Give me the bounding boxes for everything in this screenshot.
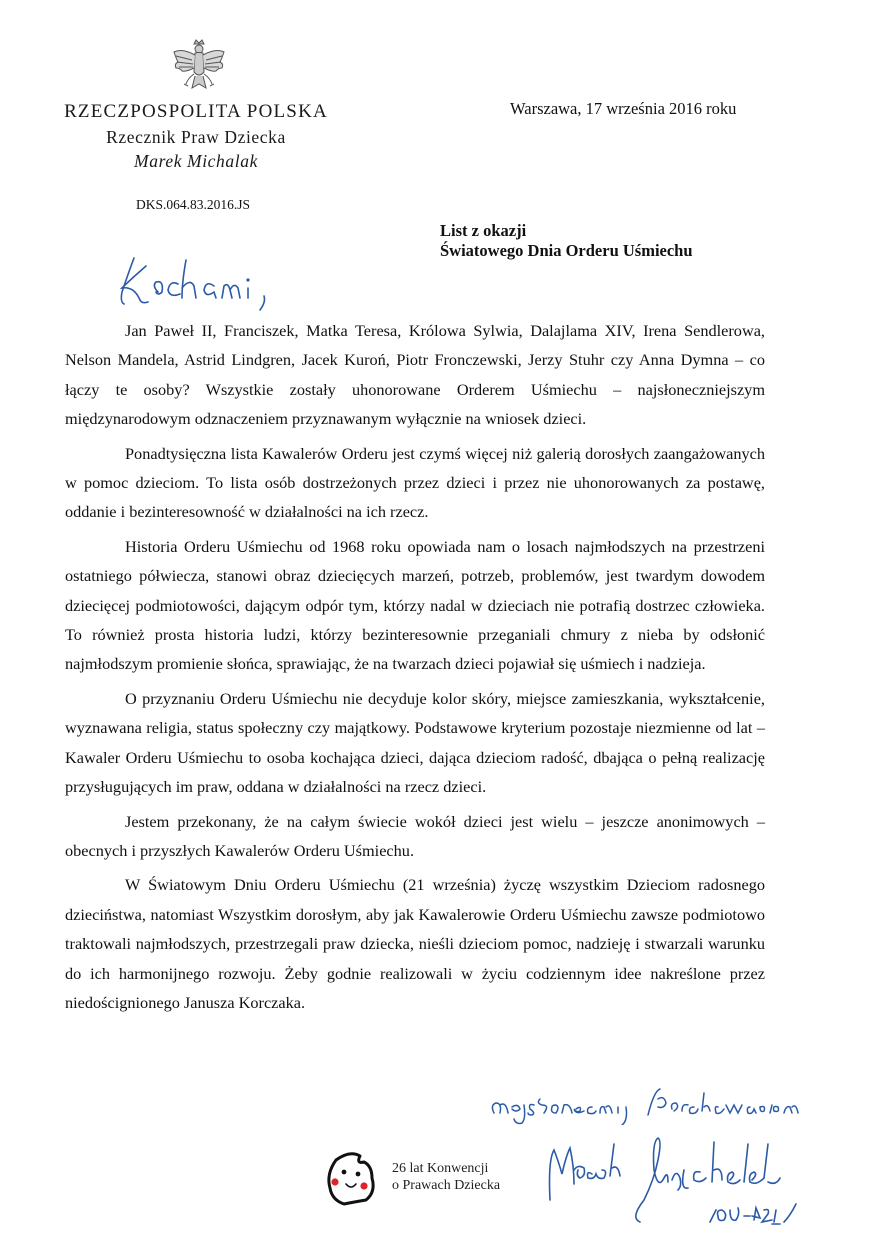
body-paragraph-6: W Światowym Dniu Orderu Uśmiechu (21 września) życzę wszystkim Dzieciom radosnego dzieciństwa, natomiast Wszystkim dorosłym, aby jak Kawalerowie Orderu Uśmiechu zawsze podmiotowo traktowali najmłodszych, przestrzegali praw dziecka, nieśli dzieciom pomoc, nadzieję i stwarzali warunku do ich harmonijnego rozwoju. Żeby godnie realizowali w życiu codziennym idee nakreślone przez niedoścignionego Janusza Korczaka.	[65, 875, 765, 1012]
header-official-name: Marek Michalak	[134, 151, 258, 171]
body-paragraph-1: Jan Paweł II, Franciszek, Matka Teresa, Królowa Sylwia, Dalajlama XIV, Irena Sendlerowa, Nelson Mandela, Astrid Lindgren, Jacek Kuroń, Piotr Fronczewski, Jerzy Stuhr czy Anna Dymna – co łączy te osoby? Wszystkie zostały uhonorowane Orderem Uśmiechu – najsłoneczniejszym międzynarodowym odznaczeniem przyznawanym wyłącznie na wniosek dzieci.	[65, 321, 765, 429]
smiling-poland-map-icon	[322, 1148, 382, 1208]
body-paragraph-2: Ponadtysięczna lista Kawalerów Orderu jest czymś więcej niż galerią dorosłych zaangażowanych w pomoc dzieciom. To lista osób dostrzeżonych przez dzieci i przez nie uhonorowanych za postawę, oddanie i bezinteresowność w działalności na ich rzecz.	[65, 443, 765, 522]
letter-date: Warszawa, 17 września 2016 roku	[510, 99, 737, 118]
letter-body	[65, 316, 765, 1022]
footer-logo-line-2: o Prawach Dziecka	[392, 1178, 501, 1193]
handwritten-salutation	[110, 252, 280, 312]
handwritten-closing	[488, 1085, 848, 1125]
title-line-1: List z okazji	[440, 221, 527, 240]
polish-eagle-emblem-icon	[168, 38, 230, 98]
footer-logo-text	[392, 1160, 500, 1194]
signature	[540, 1130, 840, 1230]
title-line-2: Światowego Dnia Orderu Uśmiechu	[440, 241, 693, 260]
letter-title	[440, 221, 693, 261]
reference-number: DKS.064.83.2016.JS	[136, 197, 251, 212]
body-paragraph-5: Jestem przekonany, że na całym świecie wokół dzieci jest wielu – jeszcze anonimowych – obecnych i przyszłych Kawalerów Orderu Uśmiechu.	[65, 811, 765, 860]
footer-logo-line-1: 26 lat Konwencji	[392, 1161, 489, 1176]
body-paragraph-4: O przyznaniu Orderu Uśmiechu nie decyduje kolor skóry, miejsce zamieszkania, wykształcenie, wyznawana religia, status społeczny czy majątkowy. Podstawowe kryterium pozostaje niezmienne od lat – Kawaler Orderu Uśmiechu to osoba kochająca dzieci, dająca dzieciom radość, dbająca o pełną realizację przysługujących im praw, oddana w działalności na rzecz dzieci.	[65, 688, 765, 797]
header-office: Rzecznik Praw Dziecka	[106, 127, 286, 147]
body-paragraph-3: Historia Orderu Uśmiechu od 1968 roku opowiada nam o losach najmłodszych na przestrzeni ostatniego półwiecza, stanowi obraz dziecięcych marzeń, potrzeb, problemów, jest twardym dowodem dziecięcej podmiotowości, dającym odpór tym, którzy nadal w dzieciach nie potrafią dostrzec człowieka. To również prosta historia ludzi, którzy bezinteresownie przeganiali chmury z nieba by odsłonić najmłodszym promienie słońca, sprawiając, że na twarzach dzieci pojawiał się uśmiech i nadzieja.	[65, 536, 765, 674]
header-country: RZECZPOSPOLITA POLSKA	[64, 101, 328, 122]
